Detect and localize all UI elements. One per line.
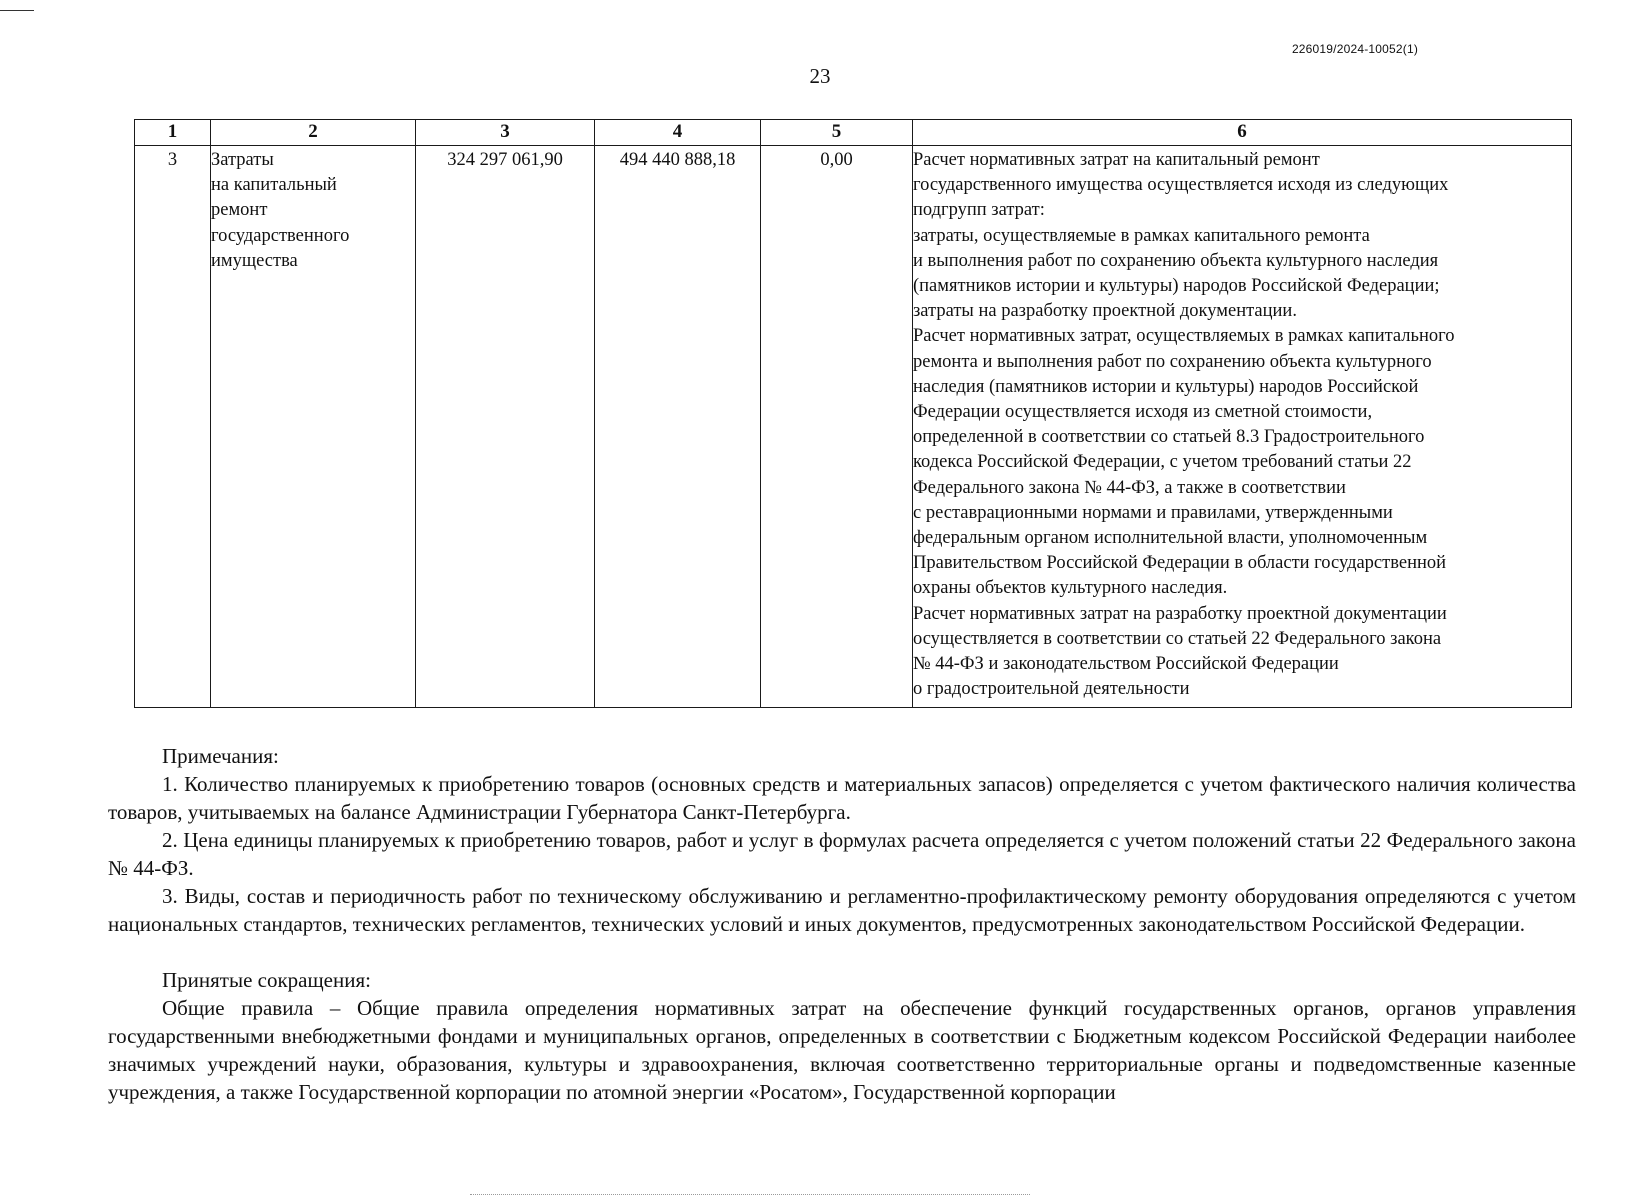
description-line: затраты, осуществляемые в рамках капитального ремонта [913,225,1370,246]
abbreviations-heading: Принятые сокращения: [162,968,371,992]
description-line: осуществляется в соответствии со статьей 22 Федерального закона [913,628,1442,649]
table-header [135,120,1572,146]
abbreviations-text: Общие правила – Общие правила определения нормативных затрат на обеспечение функций государственных органов, органов управления государственными внебюджетными фондами и муниципальных органов, определенных в соответствии с Бюджетным кодексом Российской Федерации наиболее значимых учреждений науки, образования, культуры и здравоохранения, включая соответственно территориальные органы и подведомственные казенные учреждения, а также Государственной корпорации по атомной энергии «Росатом», Государственной корпорации [108,996,1576,1104]
page-number: 23 [809,64,831,88]
row-number-cell: 3 [135,146,211,708]
description-line: ремонта и выполнения работ по сохранению объекта культурного [913,351,1432,372]
section-spacer [108,938,1576,966]
table-body [135,146,1572,708]
description-line: федеральным органом исполнительной власти, уполномоченным [913,528,1428,549]
column-header-4: 4 [595,120,761,146]
value-column-5-cell: 0,00 [761,146,913,708]
description-line: затраты на разработку проектной документации. [913,301,1297,322]
description-line: Федерации осуществляется исходя из сметной стоимости, [913,402,1373,423]
description-line: определенной в соответствии со статьей 8.3 Градостроительного [913,427,1425,448]
notes-heading: Примечания: [162,744,279,768]
column-header-1: 1 [135,120,211,146]
column-header-2: 2 [211,120,416,146]
document-id: 226019/2024-10052(1) [1291,42,1419,56]
notes-section [108,742,1576,1106]
description-line: наследия (памятников истории и культуры) народов Российской [913,376,1419,397]
description-line: Правительством Российской Федерации в области государственной [913,553,1447,574]
description-line: с реставрационными нормами и правилами, утвержденными [913,502,1393,523]
description-line: государственного имущества осуществляется исходя из следующих [913,175,1449,196]
table-header-row [135,120,1572,146]
note-item-3: 3. Виды, состав и периодичность работ по техническому обслуживанию и регламентно-профилактическому ремонту оборудования определяются с учетом национальных стандартов, технических регламентов, технических условий и иных документов, предусмотренных законодательством Российской Федерации. [108,884,1576,936]
description-line: охраны объектов культурного наследия. [913,578,1228,599]
note-item-1: 1. Количество планируемых к приобретению товаров (основных средств и материальных запасов) определяется с учетом фактического наличия количества товаров, учитываемых на балансе Администрации Губернатора Санкт-Петербурга. [108,772,1576,824]
column-header-5: 5 [761,120,913,146]
description-line: Расчет нормативных затрат на капитальный ремонт [913,150,1320,170]
description-line: № 44-ФЗ и законодательством Российской Федерации [913,654,1339,675]
description-cell [913,146,1572,708]
table-row [135,146,1572,708]
note-item-2: 2. Цена единицы планируемых к приобретению товаров, работ и услуг в формулах расчета определяется с учетом положений статьи 22 Федерального закона № 44-ФЗ. [108,828,1576,880]
description-line: (памятников истории и культуры) народов Российской Федерации; [913,276,1440,297]
description-line: подгрупп затрат: [913,200,1045,221]
column-header-3: 3 [416,120,595,146]
cost-table [134,119,1572,708]
description-line: кодекса Российской Федерации, с учетом требований статьи 22 [913,452,1412,473]
description-line: о градостроительной деятельности [913,679,1190,700]
description-line: и выполнения работ по сохранению объекта культурного наследия [913,250,1439,271]
description-line: Расчет нормативных затрат на разработку проектной документации [913,603,1447,624]
value-column-4-cell: 494 440 888,18 [595,146,761,708]
description-line: Расчет нормативных затрат, осуществляемых в рамках капитального [913,326,1455,347]
column-header-6: 6 [913,120,1572,146]
value-column-3-cell: 324 297 061,90 [416,146,595,708]
description-line: Федерального закона № 44-ФЗ, а также в соответствии [913,477,1346,498]
scan-edge-mark [0,0,34,11]
cost-name-cell: Затраты на капитальный ремонт государственного имущества [211,146,416,708]
